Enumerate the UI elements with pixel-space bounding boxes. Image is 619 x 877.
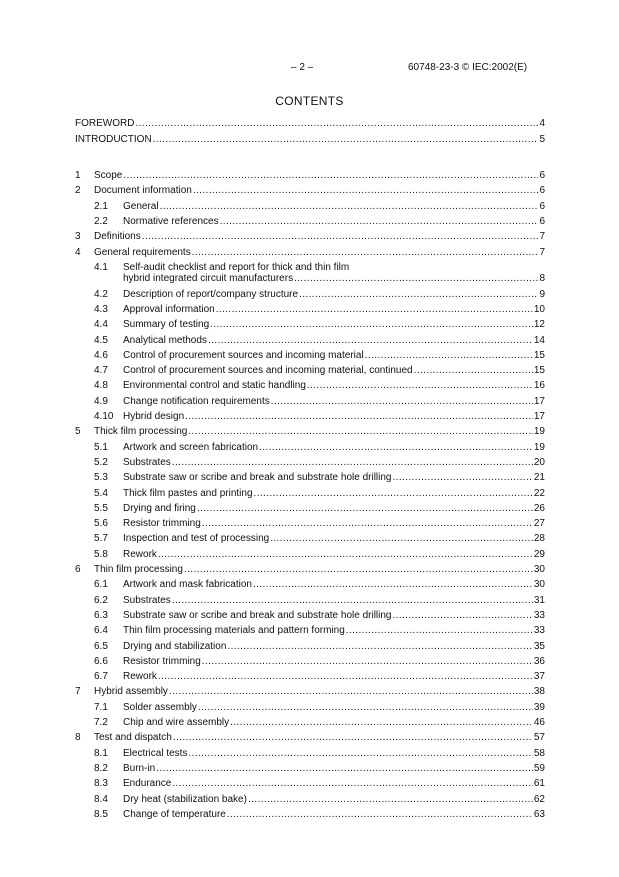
toc-entry-text: Inspection and test of processing	[123, 533, 270, 545]
toc-dot-leader	[248, 794, 533, 806]
toc-dot-leader	[202, 518, 533, 530]
toc-page-number: 30	[533, 579, 545, 591]
toc-dot-leader	[188, 748, 532, 760]
toc-dot-leader	[169, 686, 533, 698]
toc-dot-leader	[227, 809, 533, 821]
toc-entry-text: Control of procurement sources and incoming material	[123, 349, 364, 361]
toc-page-number: 6	[539, 215, 545, 227]
toc-dot-leader	[254, 488, 533, 500]
toc-entry-text: Drying and firing	[123, 502, 196, 514]
toc-dot-leader	[153, 134, 539, 146]
toc-page-number: 21	[533, 472, 545, 484]
toc-page-number: 6	[539, 185, 545, 197]
toc-entry-text: INTRODUCTION	[75, 134, 152, 145]
toc-entry-text: Resistor trimming	[123, 655, 201, 667]
toc-entry-text: Thick film pastes and printing	[123, 487, 253, 499]
toc-dot-leader	[227, 641, 532, 653]
toc-page-number: 9	[539, 288, 545, 300]
toc-page-number: 36	[533, 655, 545, 667]
toc-entry-subsection[interactable]	[75, 579, 545, 591]
toc-page-number: 30	[533, 564, 545, 575]
toc-dot-leader	[220, 216, 539, 228]
toc-entry-number: 5.1	[94, 441, 108, 453]
toc-list	[75, 170, 545, 835]
toc-entry-text: Analytical methods	[123, 334, 207, 346]
toc-page-number: 63	[533, 808, 545, 820]
toc-entry-subsection[interactable]	[75, 350, 545, 362]
toc-entry-subsection[interactable]	[75, 380, 545, 392]
toc-entry-section[interactable]	[75, 170, 545, 182]
toc-dot-leader	[230, 717, 533, 729]
toc-dot-leader	[198, 702, 533, 714]
toc-entry-text: Summary of testing	[123, 319, 210, 331]
toc-page-number: 6	[539, 170, 545, 181]
toc-page-number: 16	[533, 380, 545, 392]
toc-dot-leader	[172, 457, 533, 469]
toc-entry-subsection[interactable]	[75, 656, 545, 668]
toc-entry-text: FOREWORD	[75, 118, 135, 129]
toc-entry-text: Artwork and mask fabrication	[123, 579, 252, 591]
toc-entry-number: 4.1	[94, 261, 108, 273]
toc-entry-text: Artwork and screen fabrication	[123, 441, 259, 453]
toc-entry-section[interactable]	[75, 686, 545, 698]
toc-dot-leader	[193, 185, 539, 197]
toc-page-number: 33	[533, 625, 545, 637]
toc-entry-text: Substrate saw or scribe and break and substrate hole drilling	[123, 609, 392, 621]
toc-entry-text: Normative references	[123, 215, 219, 227]
toc-dot-leader	[202, 656, 533, 668]
toc-entry-subsection[interactable]	[75, 702, 545, 714]
toc-entry-text: Substrate saw or scribe and break and substrate hole drilling	[123, 472, 392, 484]
toc-entry-text: Description of report/company structure	[123, 288, 299, 300]
toc-entry-number: 8.5	[94, 808, 108, 820]
toc-entry-text: Environmental control and static handling	[123, 380, 306, 392]
toc-entry-text: hybrid integrated circuit manufacturers	[123, 273, 294, 285]
front-matter-list	[75, 118, 545, 148]
toc-page-number: 4	[539, 118, 545, 129]
toc-entry-number: 6.3	[94, 609, 108, 621]
document-id: 60748-23-3 © IEC:2002(E)	[408, 62, 528, 73]
toc-entry-text: Change of temperature	[123, 808, 226, 820]
toc-page-number: 15	[533, 349, 545, 361]
toc-entry-text: Approval information	[123, 303, 215, 315]
toc-entry-subsection[interactable]	[75, 763, 545, 775]
toc-entry-subsection[interactable]	[75, 748, 545, 760]
toc-entry-number: 4.4	[94, 319, 108, 331]
toc-entry-number: 4.3	[94, 303, 108, 315]
toc-dot-leader	[123, 170, 538, 182]
toc-entry-number: 5.7	[94, 533, 108, 545]
toc-dot-leader	[158, 671, 533, 683]
toc-page-number: 19	[533, 441, 545, 453]
toc-entry-text: Resistor trimming	[123, 518, 201, 530]
toc-entry-subsection[interactable]	[75, 472, 545, 484]
toc-dot-leader	[210, 319, 533, 331]
toc-dot-leader	[172, 595, 533, 607]
toc-page-number: 38	[533, 686, 545, 698]
toc-entry-number: 6	[75, 564, 81, 575]
toc-page-number: 6	[539, 200, 545, 212]
toc-entry-number: 5.4	[94, 487, 108, 499]
toc-entry-number: 7.2	[94, 717, 108, 728]
toc-page-number: 12	[533, 319, 545, 331]
toc-dot-leader	[307, 380, 533, 392]
toc-entry-subsection[interactable]	[75, 641, 545, 653]
toc-dot-leader	[392, 610, 532, 622]
toc-dot-leader	[259, 442, 533, 454]
toc-dot-leader	[365, 350, 533, 362]
contents-title: CONTENTS	[275, 94, 344, 108]
toc-entry-number: 2	[75, 185, 81, 197]
toc-dot-leader	[160, 201, 539, 213]
toc-page-number: 29	[533, 548, 545, 560]
toc-entry-number: 5.5	[94, 502, 108, 514]
toc-entry-number: 5.3	[94, 472, 108, 484]
toc-entry-text: Substrates	[123, 456, 171, 468]
toc-entry-subsection[interactable]	[75, 533, 545, 545]
toc-entry-text: Thick film processing	[94, 426, 188, 438]
toc-entry-subsection[interactable]	[75, 488, 545, 500]
toc-entry-text: Thin film processing	[94, 564, 183, 575]
toc-entry-section[interactable]	[75, 732, 545, 744]
toc-page-number: 28	[533, 533, 545, 545]
toc-dot-leader	[271, 396, 533, 408]
toc-dot-leader	[185, 411, 533, 423]
toc-entry-subsection[interactable]	[75, 442, 545, 454]
toc-entry-subsection[interactable]	[75, 304, 545, 316]
toc-dot-leader	[208, 335, 533, 347]
toc-page-number: 17	[533, 411, 545, 422]
toc-entry-subsection[interactable]	[75, 289, 545, 301]
toc-entry-subsection[interactable]	[75, 216, 545, 228]
toc-dot-leader	[299, 289, 538, 301]
toc-entry-text: Thin film processing materials and pattern forming	[123, 625, 345, 637]
toc-entry-number: 6.5	[94, 640, 108, 652]
toc-dot-leader	[188, 426, 533, 438]
toc-page-number: 22	[533, 487, 545, 499]
toc-entry-text: Scope	[94, 170, 123, 181]
toc-entry-text: Rework	[123, 548, 157, 560]
toc-page-number: 31	[533, 594, 545, 606]
toc-page-number: 27	[533, 518, 545, 530]
toc-dot-leader	[156, 763, 533, 775]
toc-entry[interactable]	[75, 273, 545, 285]
toc-entry-number: 5.2	[94, 456, 108, 468]
toc-page-number: 46	[533, 717, 545, 728]
toc-dot-leader	[197, 503, 533, 515]
toc-dot-leader	[414, 365, 533, 377]
toc-page-number: 39	[533, 701, 545, 713]
toc-entry-text: General	[123, 200, 159, 212]
toc-page-number: 17	[533, 395, 545, 407]
toc-page-number: 26	[533, 502, 545, 514]
toc-entry-text: Change notification requirements	[123, 395, 270, 407]
toc-entry-number: 6.6	[94, 655, 108, 667]
toc-dot-leader	[253, 579, 533, 591]
toc-page-number: 15	[533, 365, 545, 377]
toc-entry-number: 1	[75, 170, 81, 181]
toc-page-number: 57	[533, 732, 545, 744]
toc-entry-section[interactable]	[75, 426, 545, 438]
toc-entry-text: Electrical tests	[123, 747, 188, 759]
toc-entry-subsection[interactable]	[75, 794, 545, 806]
toc-entry-text: Drying and stabilization	[123, 640, 227, 652]
toc-entry-front-matter[interactable]	[75, 118, 545, 130]
toc-entry-subsection[interactable]	[75, 809, 545, 821]
toc-page-number: 8	[539, 273, 545, 285]
toc-entry-number: 5.8	[94, 548, 108, 560]
toc-page-number: 20	[533, 456, 545, 468]
page-number: – 2 –	[291, 62, 314, 73]
toc-entry-subsection[interactable]	[75, 595, 545, 607]
toc-page-number: 14	[533, 334, 545, 346]
toc-entry-subsection[interactable]	[75, 717, 545, 729]
toc-page-number: 61	[533, 778, 545, 790]
toc-entry-text: Solder assembly	[123, 701, 197, 713]
toc-entry-section[interactable]	[75, 564, 545, 576]
toc-entry-number: 8	[75, 732, 81, 744]
toc-entry-number: 4.5	[94, 334, 108, 346]
toc-entry-subsection[interactable]	[75, 335, 545, 347]
toc-entry-subsection[interactable]	[75, 319, 545, 331]
toc-entry-subsection[interactable]	[75, 411, 545, 423]
toc-entry-subsection[interactable]	[75, 625, 545, 637]
toc-entry-number: 4.2	[94, 288, 108, 300]
toc-entry-number: 4.7	[94, 365, 108, 377]
toc-entry-subsection[interactable]	[75, 201, 545, 213]
toc-entry-front-matter[interactable]	[75, 134, 545, 146]
toc-entry-text: General requirements	[94, 246, 191, 258]
toc-entry-section[interactable]	[75, 231, 545, 243]
toc-entry-number: 4.6	[94, 349, 108, 361]
toc-entry-text: Rework	[123, 671, 157, 683]
toc-page-number: 62	[533, 793, 545, 805]
toc-dot-leader	[142, 231, 539, 243]
toc-entry-text: Burn-in	[123, 762, 156, 774]
toc-dot-leader	[184, 564, 533, 576]
toc-page-number: 5	[539, 134, 545, 145]
toc-dot-leader	[192, 247, 539, 259]
toc-page-number: 33	[533, 609, 545, 621]
toc-page-number: 19	[533, 426, 545, 438]
toc-entry-subsection[interactable]	[75, 365, 545, 377]
toc-entry-number: 6.1	[94, 579, 108, 591]
toc-entry-text: Chip and wire assembly	[123, 717, 230, 728]
toc-dot-leader	[346, 625, 533, 637]
toc-entry-number: 5	[75, 426, 81, 438]
toc-entry-subsection[interactable]	[75, 778, 545, 790]
toc-entry-subsection[interactable]	[75, 671, 545, 683]
page-header	[0, 62, 619, 76]
toc-entry-text: Test and dispatch	[94, 732, 172, 744]
toc-entry-text: Control of procurement sources and incoming material, continued	[123, 365, 413, 377]
toc-entry-subsection[interactable]	[75, 503, 545, 515]
toc-dot-leader	[270, 533, 533, 545]
toc-entry-number: 4	[75, 246, 81, 258]
toc-entry-text: Document information	[94, 185, 192, 197]
toc-page-number: 10	[533, 303, 545, 315]
toc-entry-number: 6.4	[94, 625, 108, 637]
toc-dot-leader	[294, 273, 538, 285]
toc-entry-text: Hybrid assembly	[94, 686, 168, 698]
toc-entry-number: 4.8	[94, 380, 108, 392]
toc-entry-text: Definitions	[94, 231, 141, 243]
toc-entry-number: 3	[75, 231, 81, 243]
toc-dot-leader	[158, 549, 533, 561]
toc-dot-leader	[135, 118, 538, 130]
toc-entry-number: 6.7	[94, 671, 108, 683]
toc-page-number: 37	[533, 671, 545, 683]
toc-page-number: 58	[533, 747, 545, 759]
toc-dot-leader	[173, 732, 533, 744]
toc-entry-subsection[interactable]	[75, 610, 545, 622]
toc-entry-number: 8.3	[94, 778, 108, 790]
toc-entry-subsection[interactable]	[75, 549, 545, 561]
toc-entry-number: 7.1	[94, 701, 108, 713]
toc-entry-subsection[interactable]	[75, 518, 545, 530]
toc-page-number: 7	[539, 231, 545, 243]
toc-entry-number: 6.2	[94, 594, 108, 606]
toc-page-number: 59	[533, 762, 545, 774]
toc-entry-number: 5.6	[94, 518, 108, 530]
toc-entry-text: Substrates	[123, 594, 171, 606]
toc-entry-text: Hybrid design	[123, 411, 185, 422]
toc-page-number: 35	[533, 640, 545, 652]
toc-entry-subsection[interactable]	[75, 457, 545, 469]
toc-entry-section[interactable]	[75, 247, 545, 259]
toc-entry-number: 4.10	[94, 411, 114, 422]
toc-page-number: 7	[539, 246, 545, 258]
toc-entry-number: 4.9	[94, 395, 108, 407]
toc-dot-leader	[392, 472, 532, 484]
toc-entry-subsection[interactable]	[75, 396, 545, 408]
toc-entry-text: Endurance	[123, 778, 172, 790]
toc-entry-text: Dry heat (stabilization bake)	[123, 793, 247, 805]
toc-entry-section[interactable]	[75, 185, 545, 197]
toc-dot-leader	[172, 778, 533, 790]
toc-entry-number: 8.2	[94, 762, 108, 774]
toc-entry-text-line: Self-audit checklist and report for thick and thin film	[123, 261, 350, 273]
toc-entry-number: 2.1	[94, 200, 108, 212]
toc-entry-number: 8.1	[94, 747, 108, 759]
toc-entry-number: 7	[75, 686, 81, 698]
toc-entry-number: 8.4	[94, 793, 108, 805]
toc-entry-number: 2.2	[94, 215, 108, 227]
toc-dot-leader	[216, 304, 533, 316]
